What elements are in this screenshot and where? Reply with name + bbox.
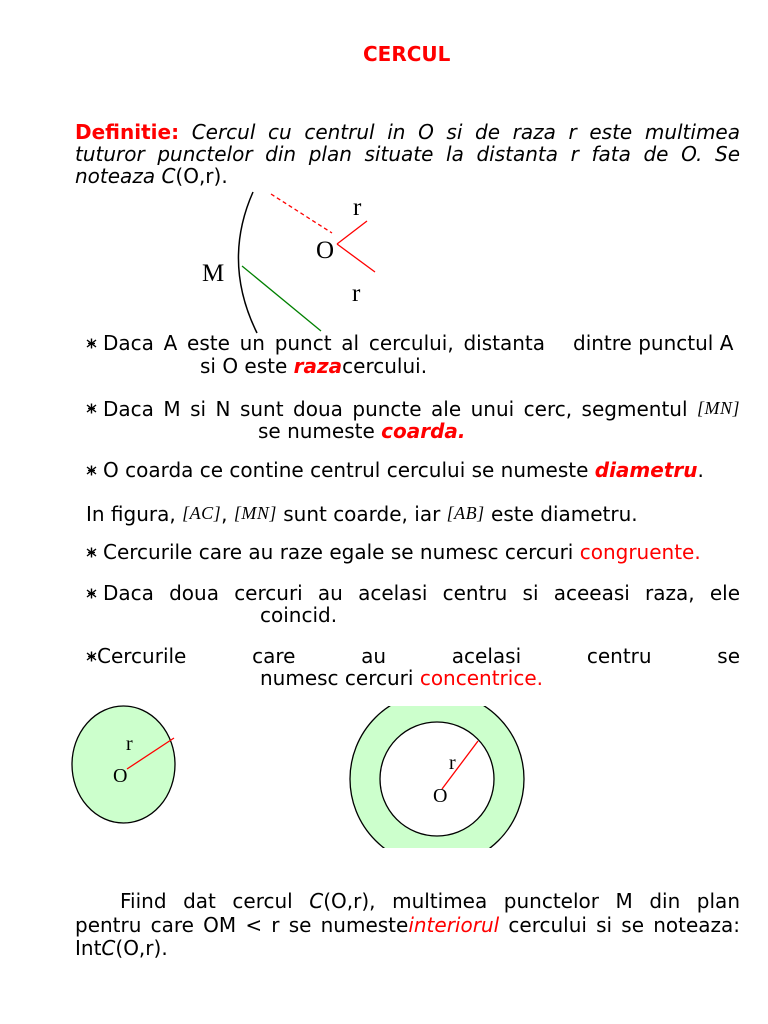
segment-mn: [MN] [233,503,277,523]
radius-line-upper [337,221,367,244]
asterisk-bullet-icon [86,403,97,414]
interior-text-2a: pentru care OM < r se numeste [75,913,409,937]
concentric-word: cercuri [344,666,414,690]
term-diametru: diametru [594,458,698,482]
diameter-tail: . [697,458,704,482]
left-label-r: r [126,733,133,755]
term-concentrice: concentrice. [419,666,543,690]
definition-text: Cercul cu centrul in O si de raza r este multimea [191,120,740,144]
interior-line-3 [75,937,168,959]
circle-symbol: C [101,936,116,960]
interior-line-2 [75,914,740,936]
circle-args: (O,r). [175,164,228,188]
segment-mn: [MN] [697,398,741,418]
definition-line-1 [75,121,740,143]
right-label-r: r [449,752,456,774]
segment-ab: [AB] [446,503,485,523]
interior-notation-args: (O,r). [115,936,168,960]
circle-symbol: C [161,164,176,188]
asterisk-bullet-icon [86,338,97,349]
right-label-o: O [433,785,448,807]
asterisk-bullet-icon [86,651,97,662]
congruent-word: cercuri [504,540,574,564]
chord-line [242,266,321,331]
example-tail: este diametru. [491,502,638,526]
label-point-m: M [202,260,225,287]
interior-text-1b: (O,r), multimea punctelor M din plan [323,889,740,913]
concentric-line-2 [260,667,543,689]
term-interiorul: interiorul [408,913,500,937]
inner-circle [380,722,494,836]
example-line [86,502,638,525]
radius-line-lower [337,244,375,272]
radius-line-1a: Daca A este un punct al cercului, distanta [103,331,545,355]
left-label-o: O [113,765,128,787]
radius-dashed-line [271,194,332,233]
coincide-line-2: coincid. [260,603,338,627]
segment-ac: [AC] [182,503,222,523]
congruent-line [103,541,701,563]
radius-line-2 [200,355,427,377]
interior-text-1a: Fiind dat cercul [120,889,293,913]
congruent-text: Cercurile care au raze egale se numesc [103,540,499,564]
chord-line-1 [103,397,740,420]
label-center-o: O [316,237,335,264]
asterisk-bullet-icon [86,547,97,558]
asterisk-bullet-icon [86,588,97,599]
interior-notation-prefix: Int [75,936,102,960]
coincide-line-1: Daca doua cercuri au acelasi centru si aceeasi raza, ele [103,581,740,605]
chord-text: Daca M si N sunt doua puncte ale unui cerc, segmentul [103,397,688,421]
radius-line-1b: dintre punctul A [573,331,734,355]
radius-text: si O este [200,354,288,378]
diameter-text: O coarda ce contine centrul cercului se numeste [103,458,589,482]
circle-arc [238,192,257,333]
circle-symbol: C [309,889,324,913]
definition-notation-text: noteaza [75,164,156,188]
chord-line-2 [258,420,466,442]
label-r-bottom: r [352,280,361,307]
interior-text-2b: cercului si se noteaza: [508,913,741,937]
term-congruente: congruente. [579,540,701,564]
term-coarda: coarda. [381,419,466,443]
circle-arc-figure [195,186,390,341]
concentric-text: numesc [260,666,339,690]
chord-text-2: se numeste [258,419,375,443]
page-title: CERCUL [363,42,451,66]
concentric-ring [350,692,524,866]
label-r-top: r [353,194,362,221]
diameter-line [103,459,704,481]
term-raza: raza [293,354,343,378]
definition-line-3 [75,165,228,187]
definition-line-2: tuturor punctelor din plan situate la distanta r fata de O. Se [75,142,740,166]
example-mid: sunt coarde, iar [283,502,441,526]
example-sep: , [221,502,228,526]
definition-label: Definitie: [75,120,180,144]
radius-tail: cercului. [342,354,428,378]
asterisk-bullet-icon [86,465,97,476]
circles-figure [60,700,540,855]
concentric-line-1: Cercurile care au acelasi centru se [97,644,740,668]
example-intro: In figura, [86,502,176,526]
interior-line-1 [120,890,740,912]
